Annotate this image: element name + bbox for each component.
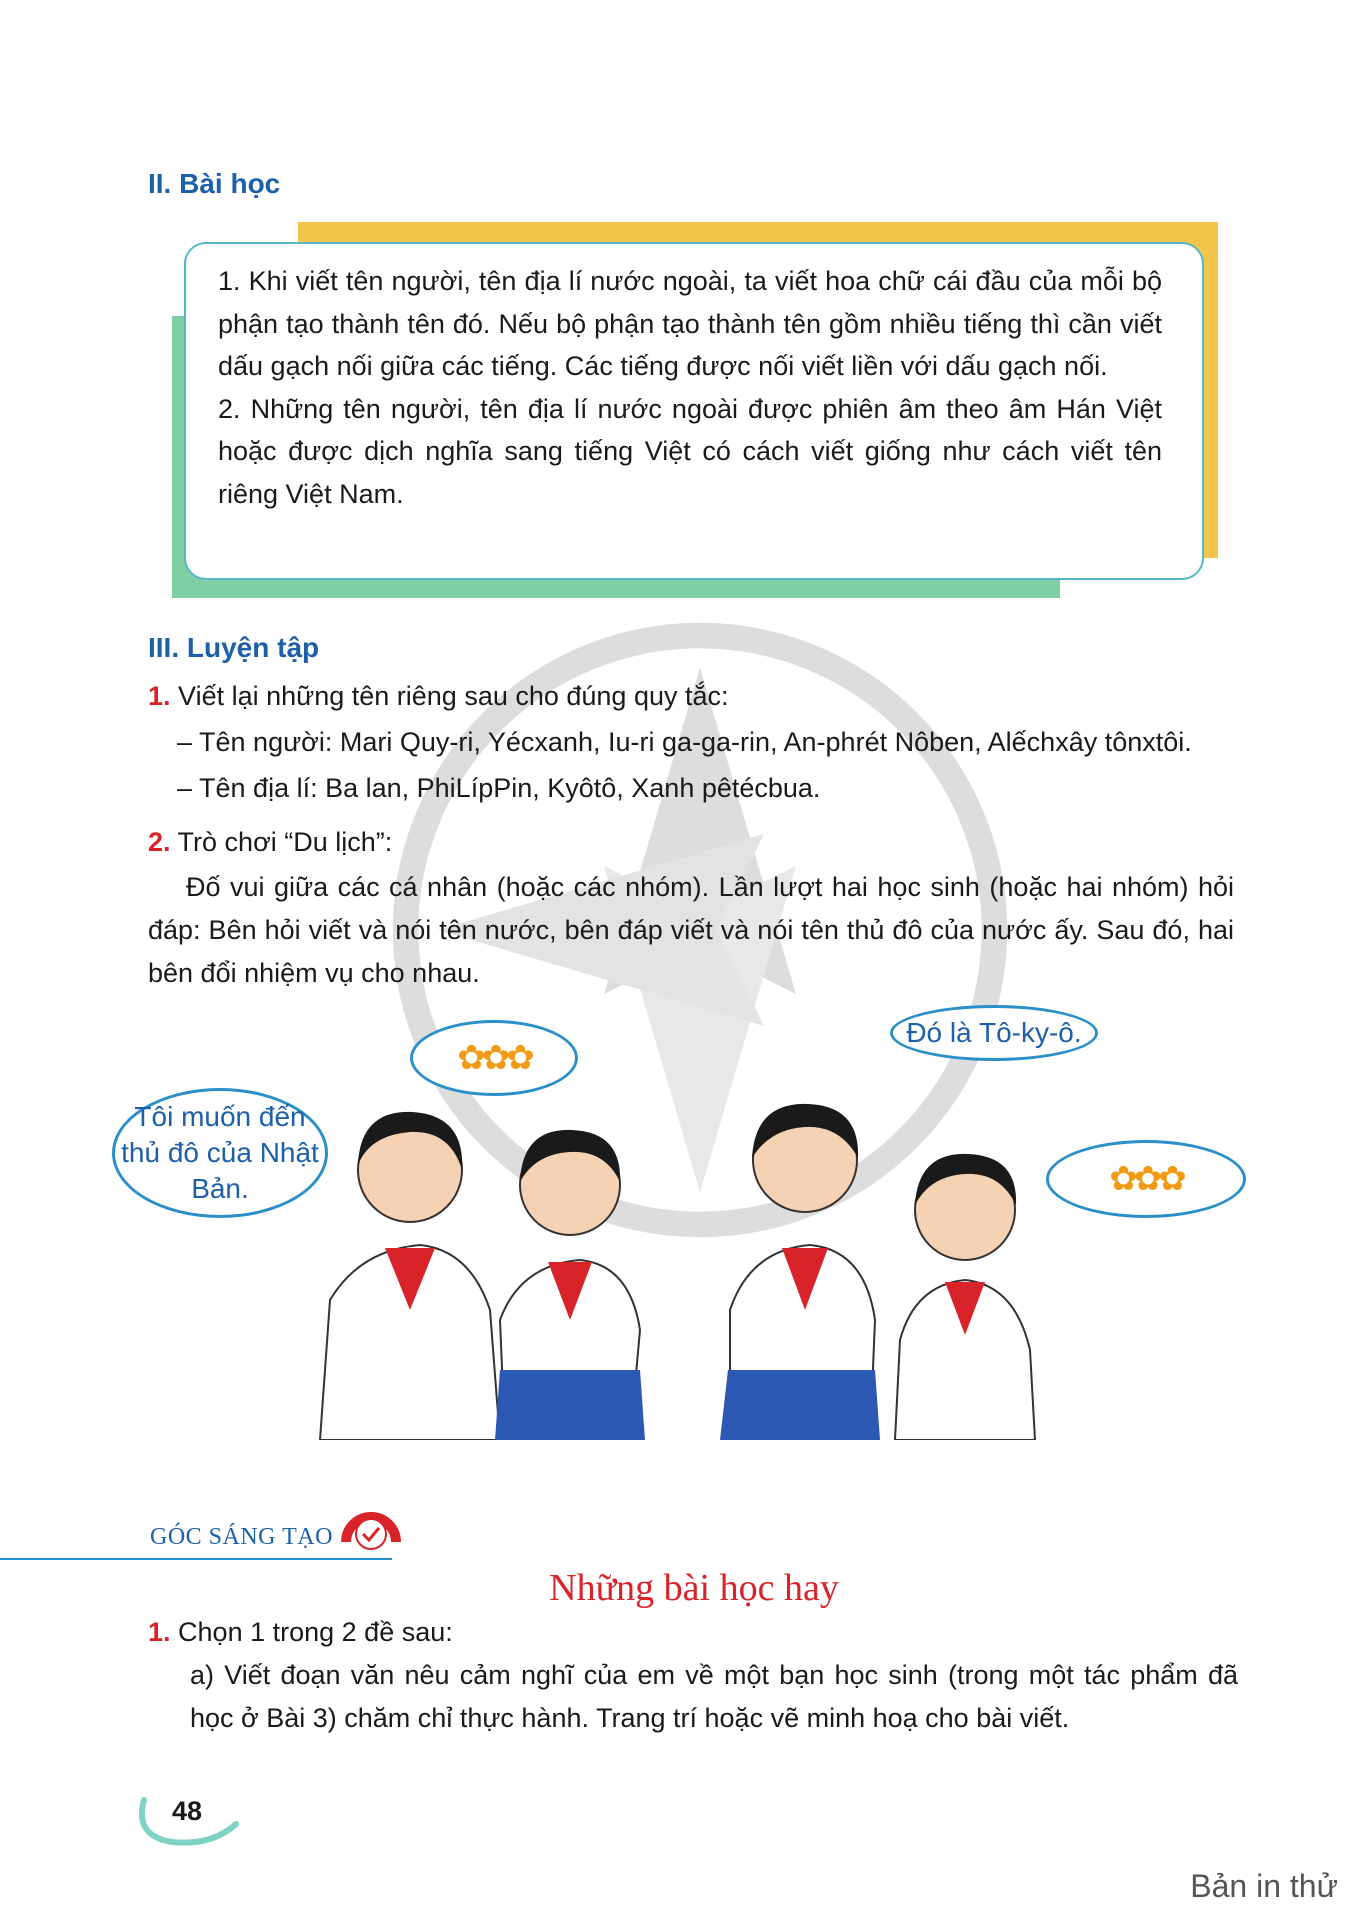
creative-option-a: a) Viết đoạn văn nêu cảm nghĩ của em về một bạn học sinh (trong một tác phẩm đã học ở Bài 3) chăm chỉ thực hành. Trang trí hoặc vẽ minh hoạ cho bài viết.	[190, 1660, 1238, 1733]
speech-bubble-left	[112, 1088, 328, 1218]
practice-heading: III. Luyện tập	[148, 632, 320, 663]
lesson-box	[184, 242, 1204, 580]
speech-bubble-left-text: Tôi muốn đến thủ đô của Nhật Bản.	[121, 1101, 319, 1204]
creative-task-number: 1.	[148, 1617, 171, 1647]
student-2-figure	[495, 1130, 645, 1440]
creative-corner-label: GÓC SÁNG TẠO	[150, 1524, 333, 1550]
exercise-2-description: Đố vui giữa các cá nhân (hoặc các nhóm). Lần lượt hai học sinh (hoặc hai nhóm) hỏi đáp: Bên hỏi viết và nói tên nước, bên đáp viết và nói tên thủ đô của nước ấy. Sau đó, hai bên đổi nhiệm vụ cho nhau.	[148, 872, 1234, 988]
student-1-figure	[320, 1112, 500, 1440]
proof-print-note: Bản in thử	[1190, 1868, 1338, 1904]
creative-corner-title: Những bài học hay	[549, 1567, 839, 1609]
exercise-2-prompt: Trò chơi “Du lịch”:	[177, 827, 393, 857]
page-number: 48	[172, 1796, 203, 1826]
lesson-rule-1: 1. Khi viết tên người, tên địa lí nước ngoài, ta viết hoa chữ cái đầu của mỗi bộ phận tạo thành tên đó. Nếu bộ phận tạo thành tên gồm nhiều tiếng thì cần viết dấu gạch nối giữa các tiếng. Các tiếng được nối viết liền với dấu gạch nối.	[218, 266, 1162, 381]
exercise-2-line	[148, 822, 392, 862]
speech-bubble-upper-right	[890, 1005, 1098, 1061]
lesson-rule-2: 2. Những tên người, tên địa lí nước ngoài được phiên âm theo âm Hán Việt hoặc được dịch nghĩa sang tiếng Việt có cách viết giống như cách viết tên riêng Việt Nam.	[218, 393, 1162, 509]
student-3-figure	[720, 1104, 880, 1440]
exercise-1-line	[148, 676, 729, 716]
flowers-icon: ✿✿✿	[457, 1039, 531, 1077]
speech-bubble-upper-right-text: Đó là Tô-ky-ô.	[906, 1017, 1082, 1048]
speech-bubble-right	[1046, 1140, 1246, 1218]
creative-corner-divider	[0, 1558, 392, 1560]
creative-task-prompt: Chọn 1 trong 2 đề sau:	[178, 1617, 453, 1647]
exercise-1-places: – Tên địa lí: Ba lan, PhiLípPin, Kyôtô, Xanh pêtécbua.	[177, 773, 821, 803]
exercise-1-number: 1.	[148, 681, 171, 711]
speedometer-check-icon	[340, 1498, 402, 1554]
speech-bubble-upper-left	[410, 1020, 578, 1096]
creative-task-line	[148, 1612, 453, 1652]
exercise-2-number: 2.	[148, 827, 171, 857]
exercise-1-people: – Tên người: Mari Quy-ri, Yécxanh, Iu-ri ga-ga-rin, An-phrét Nôben, Alếchxây tônxtôi.	[177, 727, 1192, 757]
student-4-figure	[895, 1154, 1035, 1440]
lesson-heading: II. Bài học	[148, 168, 281, 199]
students-illustration	[300, 1070, 1070, 1440]
flowers-icon: ✿✿✿	[1109, 1160, 1183, 1198]
exercise-1-prompt: Viết lại những tên riêng sau cho đúng quy tắc:	[178, 681, 729, 711]
